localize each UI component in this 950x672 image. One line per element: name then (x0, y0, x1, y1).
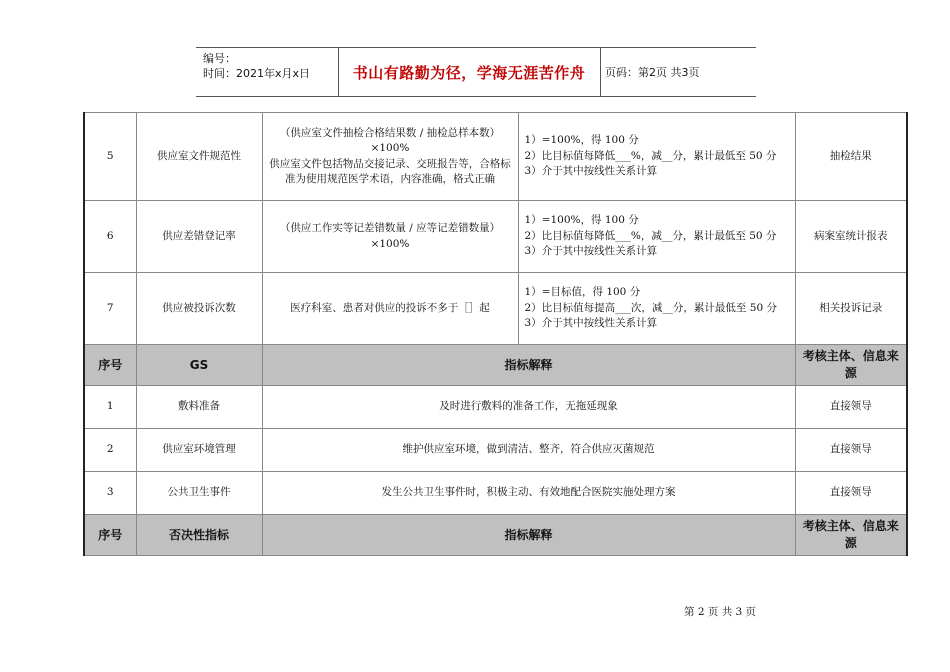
rule-line: 2）比目标值每降低___%，减__分，累计最低至 50 分 (524, 149, 777, 162)
row-rules (518, 273, 795, 345)
row-source: 抽检结果 (795, 113, 907, 201)
row-source: 直接领导 (795, 429, 907, 472)
row-rules (518, 201, 795, 273)
page-label: 页码：第2页 共3页 (605, 66, 700, 79)
table-row (84, 429, 907, 472)
row-no: 3 (84, 472, 136, 515)
rule-line: 3）介于其中按线性关系计算 (524, 165, 658, 178)
row-explain: 及时进行敷料的准备工作，无拖延现象 (262, 386, 795, 429)
row-name: 敷料准备 (136, 386, 262, 429)
header-no: 序号 (84, 345, 136, 386)
header-name: 否决性指标 (136, 515, 262, 556)
veto-header-row (84, 515, 907, 556)
row-source: 相关投诉记录 (795, 273, 907, 345)
header-explain: 指标解释 (262, 345, 795, 386)
row-source: 直接领导 (795, 386, 907, 429)
row-source: 直接领导 (795, 472, 907, 515)
table-row (84, 201, 907, 273)
header-meta (196, 48, 339, 96)
rule-line: 1）=100%，得 100 分 (524, 214, 639, 227)
header-source: 考核主体、信息来源 (795, 515, 907, 556)
row-name: 供应室环境管理 (136, 429, 262, 472)
header-source: 考核主体、信息来源 (795, 345, 907, 386)
header-motto-cell (338, 48, 601, 96)
table-row (84, 113, 907, 201)
time-label: 时间：2021年x月x日 (203, 67, 311, 80)
rule-line: 1）=100%，得 100 分 (524, 134, 639, 147)
row-explain (262, 113, 518, 201)
rule-line: 1）=目标值，得 100 分 (524, 286, 641, 299)
page-header (196, 47, 756, 97)
row-explain (262, 273, 518, 345)
kpi-table (83, 112, 908, 556)
page-footer: 第 2 页 共 3 页 (684, 606, 757, 618)
row-name: 公共卫生事件 (136, 472, 262, 515)
row-name: 供应室文件规范性 (136, 113, 262, 201)
motto: 书山有路勤为径，学海无涯苦作舟 (352, 63, 586, 82)
header-page-cell (601, 48, 756, 96)
row-name: 供应被投诉次数 (136, 273, 262, 345)
table-row (84, 386, 907, 429)
row-name: 供应差错登记率 (136, 201, 262, 273)
explain-line: （供应室文件抽检合格结果数 / 抽检总样本数）×100% (279, 126, 501, 154)
row-no: 7 (84, 273, 136, 345)
explain-line: 医疗科室、患者对供应的投诉不多于［］起 (290, 301, 490, 314)
row-no: 1 (84, 386, 136, 429)
gs-header-row (84, 345, 907, 386)
rule-line: 3）介于其中按线性关系计算 (524, 317, 658, 330)
row-no: 2 (84, 429, 136, 472)
number-label: 编号： (203, 52, 236, 65)
rule-line: 2）比目标值每提高___次，减__分，累计最低至 50 分 (524, 301, 777, 314)
row-explain (262, 201, 518, 273)
row-rules (518, 113, 795, 201)
header-no: 序号 (84, 515, 136, 556)
row-explain: 维护供应室环境，做到清洁、整齐，符合供应灭菌规范 (262, 429, 795, 472)
row-no: 5 (84, 113, 136, 201)
header-name: GS (136, 345, 262, 386)
row-source: 病案室统计报表 (795, 201, 907, 273)
rule-line: 3）介于其中按线性关系计算 (524, 245, 658, 258)
table-row (84, 472, 907, 515)
explain-line: （供应工作实等记差错数量 / 应等记差错数量）×100% (279, 222, 501, 250)
rule-line: 2）比目标值每降低___%，减__分，累计最低至 50 分 (524, 229, 777, 242)
row-no: 6 (84, 201, 136, 273)
row-explain: 发生公共卫生事件时，积极主动、有效地配合医院实施处理方案 (262, 472, 795, 515)
header-explain: 指标解释 (262, 515, 795, 556)
table-row (84, 273, 907, 345)
explain-line: 供应室文件包括物品交接记录、交班报告等，合格标准为使用规范医学术语，内容准确，格式正确 (269, 157, 511, 185)
